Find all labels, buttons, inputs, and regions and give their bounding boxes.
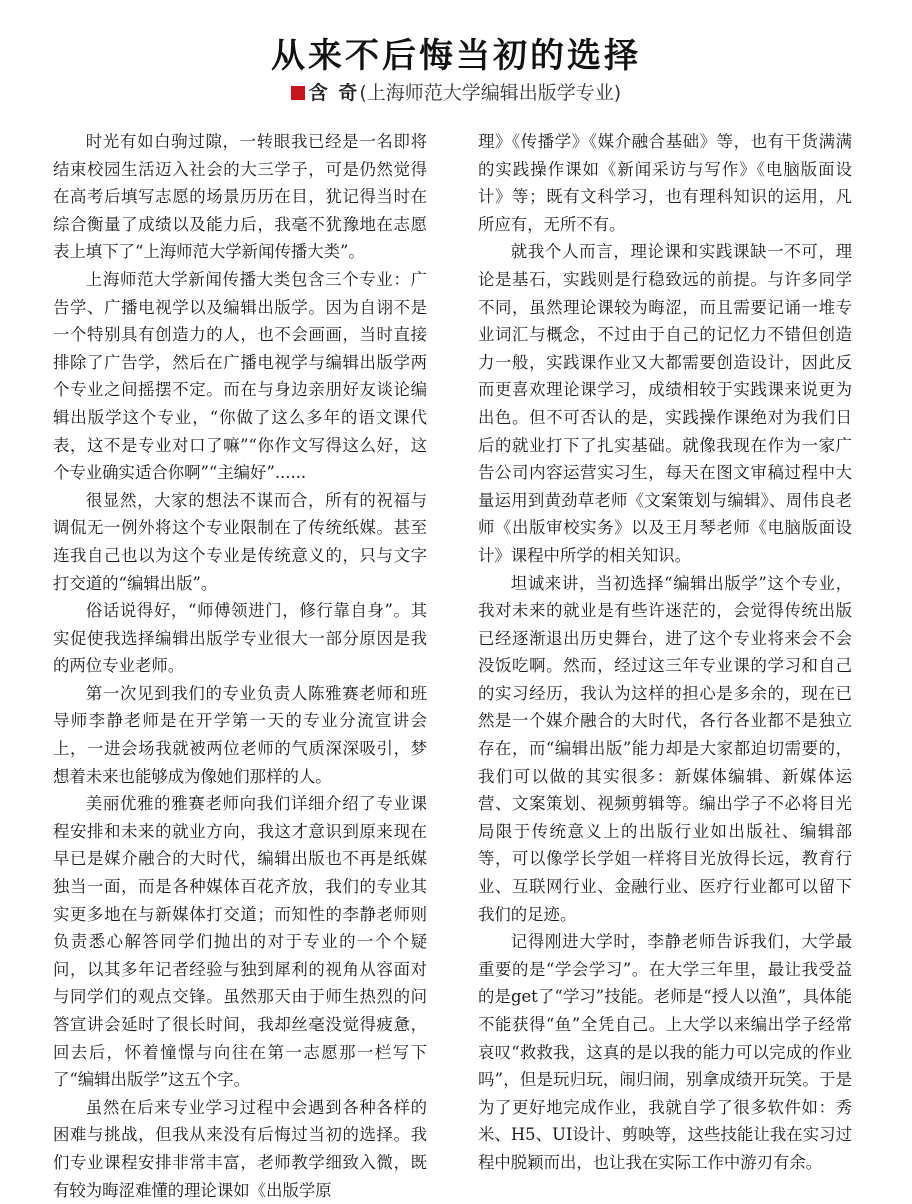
paragraph: 坦诚来讲，当初选择“编辑出版学”这个专业，我对未来的就业是有些许迷茫的，会觉得传统出版已经逐渐退出历史舞台，进了这个专业将来会不会没饭吃啊。然而，经过这三年专业课的学习和自己的实习经历，我认为这样的担心是多余的，现在已然是一个媒介融合的大时代，各行各业都不是独立存在，而“编辑出版”能力却是大家都迫切需要的，我们可以做的其实很多：新媒体编辑、新媒体运营、文案策划、视频剪辑等。编出学子不必将目光局限于传统意义上的出版行业如出版社、编辑部等，可以像学长学姐一样将目光放得长远，教育行业、互联网行业、金融行业、医疗行业都可以留下我们的足迹。	[478, 573, 852, 924]
article-title: 从来不后悔当初的选择	[271, 36, 641, 76]
byline	[0, 78, 912, 105]
left-column	[53, 128, 427, 1204]
paragraph: 俗话说得好，“师傅领进门，修行靠自身”。其实促使我选择编辑出版学专业很大一部分原因是我的两位专业老师。	[53, 601, 427, 676]
right-column	[478, 128, 852, 1177]
author-affiliation: (上海师范大学编辑出版学专业)	[359, 82, 622, 104]
paragraph: 很显然，大家的想法不谋而合，所有的祝福与调侃无一例外将这个专业限制在了传统纸媒。甚至连我自己也以为这个专业是传统意义的，只与文字打交道的“编辑出版”。	[53, 490, 427, 593]
paragraph-continued: 理》《传播学》《媒介融合基础》等，也有干货满满的实践操作课如《新闻采访与写作》《电脑版面设计》等；既有文科学习，也有理科知识的运用，凡所应有，无所不有。	[478, 132, 852, 234]
author-name: 含 奇	[308, 82, 360, 104]
paragraph: 就我个人而言，理论课和实践课缺一不可，理论是基石，实践则是行稳致远的前提。与许多同学不同，虽然理论课较为晦涩，而且需要记诵一堆专业词汇与概念，不过由于自己的记忆力不错但创造力一般，实践课作业又大都需要创造设计，因此反而更喜欢理论课学习，成绩相较于实践课来说更为出色。但不可否认的是，实践操作课绝对为我们日后的就业打下了扎实基础。就像我现在作为一家广告公司内容运营实习生，每天在图文审稿过程中大量运用到黄劲草老师《文案策划与编辑》、周伟良老师《出版审校实务》以及王月琴老师《电脑版面设计》课程中所学的相关知识。	[478, 242, 852, 565]
red-square-icon	[291, 86, 305, 100]
paragraph: 虽然在后来专业学习过程中会遇到各种各样的困难与挑战，但我从来没有后悔过当初的选择。我们专业课程安排非常丰富，老师教学细致入微，既有较为晦涩难懂的理论课如《出版学原	[53, 1097, 427, 1200]
paragraph: 时光有如白驹过隙，一转眼我已经是一名即将结束校园生活迈入社会的大三学子，可是仍然觉得在高考后填写志愿的场景历历在目，犹记得当时在综合衡量了成绩以及能力后，我毫不犹豫地在志愿表上填下了“上海师范大学新闻传播大类”。	[53, 132, 427, 262]
paragraph: 美丽优雅的雅赛老师向我们详细介绍了专业课程安排和未来的就业方向，我这才意识到原来现在早已是媒介融合的大时代，编辑出版也不再是纸媒独当一面，而是各种媒体百花齐放，我们的专业其实更多地在与新媒体打交道；而知性的李静老师则负责悉心解答同学们抛出的对于专业的一个个疑问，以其多年记者经验与独到犀利的视角从容面对与同学们的观点交锋。虽然那天由于师生热烈的问答宣讲会延时了很长时间，我却丝毫没觉得疲惫，回去后，怀着憧憬与向往在第一志愿那一栏写下了“编辑出版学”这五个字。	[53, 794, 427, 1090]
paragraph: 上海师范大学新闻传播大类包含三个专业：广告学、广播电视学以及编辑出版学。因为自诩不是一个特别具有创造力的人，也不会画画，当时直接排除了广告学，然后在广播电视学与编辑出版学两个专业之间摇摆不定。而在与身边亲朋好友谈论编辑出版学这个专业，“你做了这么多年的语文课代表，这不是专业对口了嘛”“你作文写得这么好，这个专业确实适合你啊”“主编好”......	[53, 269, 427, 483]
paragraph: 第一次见到我们的专业负责人陈雅赛老师和班导师李静老师是在开学第一天的专业分流宣讲会上，一进会场我就被两位老师的气质深深吸引，梦想着未来也能够成为像她们那样的人。	[53, 683, 427, 786]
paragraph: 记得刚进大学时，李静老师告诉我们，大学最重要的是“学会学习”。在大学三年里，最让我受益的是get了“学习”技能。老师是“授人以渔”，具体能不能获得“鱼”全凭自己。上大学以来编出学子经常哀叹“救救我，这真的是以我的能力可以完成的作业吗”，但是玩归玩，闹归闹，别拿成绩开玩笑。于是为了更好地完成作业，我就自学了很多软件如：秀米、H5、UI设计、剪映等，这些技能让我在实习过程中脱颖而出，也让我在实际工作中游刃有余。	[478, 932, 852, 1172]
